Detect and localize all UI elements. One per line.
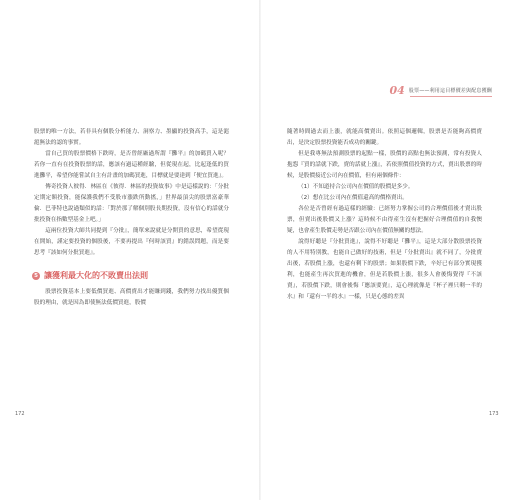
list-item: （1）不知道持合公司內在價值的股價是多少。	[298, 184, 414, 190]
paragraph: 當自己買的股票價格下跌時，是否曾經廠過所謂『攤平』的加碼買入呢？若你一直有在投資股票的話，應該有過這種經驗，但從現在起，比起逢低的買進攤平，希望你能嘗試自主有計畫的加碼買進，目標就是要達到『便宜買進』。	[34, 151, 229, 179]
paragraph: 股票的唯一方法，若非具有個股分析能力、洞察力、墨顯的投資高手，這是滬滬無法的認的事實。	[34, 129, 229, 146]
book-gutter	[259, 0, 261, 500]
chapter-number: 04	[389, 84, 405, 97]
section-heading	[32, 270, 229, 281]
header-rule	[410, 96, 492, 97]
paragraph: 傳奇投資人彼得．林區在《彼得．林區的投資故事》中是這樣說的：「分批定期定額投資，能保護我們不受股市漲跌所動搖，」世界最頂尖的股票富豪華倫．巴菲特也說過類似的話：「對於那了解個別股長期投資，沒有信心的話就分批投資在指數型基金上吧。」	[34, 184, 229, 223]
paragraph: 說得好聽是『分批買進』，說得不好聽是『攤平』，這是大部分散股票投資的人不用特別教，也能自己做好的技術，但是『分批賣出』就不同了，分批賣出後，若股價上漲，也還有剩下的股票；如果股價下跌，辛好已有部分實現獲利，也能產生再次買進的機會，但是若股價上漲，很多人會後悔覺得『不該賣』，若股價下跌，則會後悔『應該要賣』，這心理就像是『杯子裡只剩一半的水』和『還有一半的水』一樣，只是心態的差異	[287, 239, 482, 300]
section-number-badge: 5	[32, 272, 40, 280]
paragraph: 這兩位投資大師共同提到『分批』，簡單來說就是分開買的意思，希望從現在開始，謹定要投資的個股後，不要再提出『何時該買』的錯誤問題，而是要思考『該如何分批買進』。	[34, 228, 229, 256]
chapter-title: 股票——利用這目標價差與配息獲酬	[408, 88, 492, 94]
section-title: 讓獲利最大化的不敗賣出法則	[44, 271, 148, 280]
list-item: （2）想在比公司內在價值還高的價格賣出。	[298, 195, 408, 201]
page-number-left: 172	[15, 411, 25, 417]
paragraph: 隨著時間過去而上漲，就能高價賣出。依照這個邏輯，股票是否能夠高價賣出，是決定股票投資能否成功的關鍵。	[287, 129, 482, 146]
paragraph: 股票投資基本上要低價買進、高價賣出才能賺到錢，我們努力找出優質個股的理由，就是因為即使無法低價買進，股價	[34, 289, 229, 306]
right-page-column	[287, 127, 482, 303]
paragraph: 但是我專無法預測股票的起點一樣，股價的高點也無法預測，常有投資人抱怨『買的話就下跌，賣的話就上漲』，若依照價值投資的方式，賣出股票的時候，是股價接近公司內在價值，但有兩個條件：	[287, 151, 482, 179]
paragraph: 各位是否曾經有過這樣的經驗：已經努力掌握公司的合理價值後才賣出股票，但賣出後股價又上漲？這時候不由得產生沒有把握好合理價值的自我懊疑，也會產生股價走勢是否跟公司內在價值無關的想法。	[287, 206, 482, 234]
left-page-column	[34, 127, 229, 309]
page-number-right: 173	[489, 411, 499, 417]
